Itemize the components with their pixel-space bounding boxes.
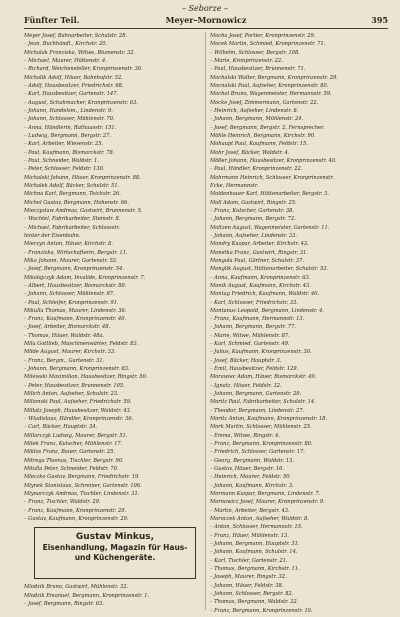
directory-entry: Mocha Josef, Portier, Kronprinzenstr. 29.: [210, 33, 316, 39]
directory-entry: Mieczyslaw Andreas, Gastwirt, Brunnenstr. 5.: [24, 207, 143, 214]
directory-entry: Mleczko Gustav, Bergmann, Friedrichstr. 19.: [24, 474, 140, 481]
directory-entry: Mlynarczyk Andreas, Tischler, Lindenstr. 31.: [24, 491, 140, 498]
directory-entry: – Emil, Hausbesitzer, Feldstr. 129.: [210, 366, 299, 373]
directory-entry: – Ludwig, Bergmann, Bergstr. 27.: [24, 132, 112, 139]
directory-entry: Mila Gottlieb, Maschinenwärter, Feldstr. 83.: [24, 341, 139, 348]
directory-entry: – Heinrich, Aufseher, Lindenstr. 8.: [210, 107, 299, 114]
directory-entry: Mocke Josef, Zimmermann, Gartenstr. 22.: [210, 99, 319, 106]
header-rule: [24, 28, 388, 29]
directory-entry: – Josef, Arbeiter, Bismarckstr. 48.: [24, 324, 111, 331]
directory-entry: – Johann, Bergmann, Kronprinzenstr. 83.: [24, 366, 130, 373]
directory-entry: Mormann Kaspar, Bergmann, Lindenstr. 7.: [210, 491, 321, 498]
directory-entry: Milewski Maximilian, Hausbesitzer, Ringstr. 50.: [24, 374, 148, 381]
directory-entry: Möller Johann, Hausbesitzer, Kronprinzenstr. 40.: [210, 157, 337, 164]
directory-entry: – Johann, Schlosser, Mühlenstr. 70.: [24, 116, 115, 123]
directory-entry: – Joseph, Maurer, Ringstr. 32.: [210, 574, 287, 581]
directory-entry: – Karl, Arbeiter, Wiesenstr. 25.: [24, 141, 104, 148]
directory-entry: – Johann, Kaufmann, Schulstr. 14.: [210, 549, 298, 556]
directory-entry: Mierzyn Anton, Häuer, Kirchstr. 8.: [24, 241, 113, 248]
directory-entry: – Paul, Schleifer, Kronprinzenstr. 91.: [24, 299, 119, 306]
directory-entry: – Julius, Kaufmann, Kronprinzenstr. 30.: [210, 349, 312, 356]
directory-entry: Miklos Franz, Bauer, Gartenstr. 25.: [24, 449, 116, 456]
directory-entry: Mochalski Walter, Bergmann, Kronprinzenstr. 29.: [210, 74, 338, 81]
advertisement-box: [34, 527, 196, 579]
directory-entry: – Peter, Hausbesitzer, Brunnenstr. 105.: [24, 382, 125, 389]
directory-entry: – Friedrich, Schlosser, Gartenstr. 17.: [210, 449, 305, 456]
directory-entry: Mitek Franz, Kutscher, Mühlenstr. 17.: [24, 441, 123, 448]
directory-entry: – Franz, Bergmann, Kronprinzenstr. 10.: [210, 607, 313, 614]
section-label: Fünfter Teil.: [24, 15, 80, 25]
directory-entry: Mlodzik Bruno, Gastwirt, Mühlenstr. 32.: [24, 584, 129, 591]
directory-entry: – Wilhelm, Schlosser, Bergstr. 108.: [210, 49, 300, 56]
directory-entry: – Theodor, Bergmann, Lindenstr. 27.: [210, 407, 305, 414]
directory-entry: Mongola Paul, Gärtner, Schulstr. 37.: [210, 257, 304, 264]
directory-entry: Moldenhauer Karl, Hüttenarbeiter, Bergstr. 3.: [210, 191, 330, 198]
directory-entry: Mochol Bruno, Wagenmeister, Hermannstr. 59.: [210, 91, 332, 98]
directory-entry: – Jean, Buchhändl., Kirchstr. 20.: [24, 41, 108, 48]
advertisement-subtitle: Eisenhandlung, Magazin für Haus- und Küchengeräte.: [42, 543, 188, 563]
directory-entry: Montag Friedrich, Kaufmann, Waldstr. 40.: [210, 291, 320, 298]
name-range: Meyer–Mornowicz: [165, 15, 247, 25]
directory-entry: – Johann, Handelsm., Lindenstr. 9.: [24, 107, 113, 114]
advertisement-title: Gustav Minkus,: [75, 532, 155, 543]
directory-entry: – Emma, Witwe, Ringstr. 4.: [210, 432, 280, 439]
directory-entry: Mocnalski Paul, Aufseher, Kronprinzenstr. 80.: [210, 82, 329, 89]
directory-entry: – Johann, Kaufmann, Kirchstr. 3.: [210, 482, 294, 489]
directory-entry: Ecke, Hermannstr.: [210, 182, 259, 189]
directory-entry: Möhle Heinrich, Bergmann, Kirchstr. 90.: [210, 132, 316, 139]
directory-entry: – Paul, Hausbesitzer, Brunnenstr. 71.: [210, 66, 306, 73]
directory-entry: Moritz Anton, Kaufmann, Kronprinzenstr. 18.: [210, 416, 328, 423]
directory-entry: – Josef, Bergmann, Ringstr. 63.: [24, 601, 104, 608]
directory-entry: Millatz Joseph, Hausbesitzer, Waldstr. 43.: [24, 407, 132, 414]
directory-entry: Mlodzik Emanuel, Bergmann, Kronprinzenstr. 1.: [24, 592, 150, 599]
directory-entry: – Adolf, Hausbesitzer, Friedrichstr. 68.: [24, 82, 124, 89]
directory-entry: – Marie, Kronprinzenstr. 22.: [210, 57, 283, 64]
directory-entry: Moltzen August, Wagenmeister, Gartenstr. 11.: [210, 224, 330, 231]
directory-entry: – August, Schuhmacher, Kronprinzenstr. 63.: [24, 99, 138, 106]
directory-entry: Michalski Johann, Häuer, Kronprinzenstr. 88.: [24, 174, 141, 181]
directory-entry: Meyer Josef, Bahnarbeiter, Schulstr. 28.: [24, 33, 128, 39]
directory-entry: – Ignatz, Häuer, Feldstr. 32.: [210, 382, 282, 389]
directory-entry: Moroczek Anton, Aufseher, Waldstr. 8.: [210, 516, 309, 523]
directory-entry: – Franz, Bergm., Gartenstr. 31.: [24, 357, 105, 364]
directory-entry: – Paul, Schneider, Waldstr. 1.: [24, 157, 99, 164]
directory-entry: – Franz, Bergmann, Kronprinzenstr. 80.: [210, 441, 313, 448]
directory-entry: – Johann, Bergmann, Hauptstr. 31.: [210, 541, 300, 548]
directory-entry: – Thomas, Häuer, Waldstr. 48a.: [24, 332, 105, 339]
directory-entry: Michel Gustav, Bergmann, Hohenstr. 66.: [24, 199, 129, 206]
directory-entry: – Thomas, Bergmann, Kirchstr. 11.: [210, 566, 300, 572]
directory-entry: – Marie, Witwe, Mühlenstr. 87.: [210, 332, 290, 339]
directory-entry: Monglik August, Hüttenarbeiter, Schulstr. 53.: [210, 266, 329, 273]
directory-entry: – Richard, Weichensteller, Kronprinzenstr. 30.: [24, 66, 143, 73]
directory-entry: Milich Anton, Aufseher, Schulstr. 23.: [24, 391, 119, 398]
directory-entry: Mocek Martin, Schmied, Kronprinzenstr. 71.: [210, 41, 326, 48]
directory-entry: Mlynek Stanislaus, Schreiner, Gartenstr. 106.: [24, 482, 142, 489]
directory-entry: – Michael, Maurer, Hüttenstr. 4.: [24, 57, 107, 64]
directory-entry: – Josef, Bergmann, Kronprinzenstr. 54.: [24, 266, 125, 273]
directory-entry: Mika Johann, Maurer, Gartenstr. 52.: [24, 257, 118, 264]
directory-entry: – Franz, Kutscher, Gartenstr. 38.: [210, 207, 295, 214]
directory-entry: – Franziska, Wirtschafterin, Bergstr. 11.: [24, 249, 128, 256]
directory-entry: – Peter, Schlosser, Feldstr. 130.: [24, 166, 105, 173]
directory-entry: – Josef, Bäcker, Hauptstr. 3.: [210, 357, 282, 364]
directory-entry: – Johann, Bergmann, Bergstr. 77.: [210, 324, 296, 331]
directory-entry: – Karl, Schlosser, Friedrichstr. 33.: [210, 299, 298, 306]
directory-entry: – Carl, Bäcker, Hauptstr. 34.: [24, 424, 98, 431]
directory-entry: – Albert, Hausbesitzer, Bismarckstr. 80.: [24, 282, 127, 289]
page-header: [24, 15, 388, 27]
directory-entry: – Anton, Schlosser, Hermannstr. 15.: [210, 524, 303, 531]
directory-entry: – Karl, Tischler, Gartenstr. 21.: [210, 557, 288, 564]
directory-entry: Mitrega Thomas, Tischler, Bergstr. 90.: [24, 457, 124, 464]
directory-entry: – Georg, Bergmann, Waldstr. 13.: [210, 457, 294, 464]
directory-entry: – Johann, Schlosser, Bergstr. 82.: [210, 590, 294, 597]
directory-entry: – Johann, Schlosser, Mühlenstr. 97.: [24, 291, 115, 298]
directory-entry: Michalik Adolf, Häuer, Bahnhofstr. 52.: [24, 74, 123, 81]
directory-entry: – Anna, Kaufmann, Kronprinzenstr. 63.: [210, 274, 311, 281]
directory-entry: – Franz, Tischler, Waldstr. 29.: [24, 499, 101, 506]
directory-entry: Mikulla Thomas, Maurer, Lindenstr. 36.: [24, 307, 127, 314]
directory-entry: Mornowicz Josef, Maurer, Kronprinzenstr. 9.: [210, 499, 325, 506]
directory-entry: – Karl, Hausbesitzer, Gartenstr. 147.: [24, 91, 119, 98]
directory-entry: – Franz, Kaufmann, Kronprinzenstr. 40.: [24, 316, 127, 323]
directory-entry: – Wladislaus, Händler, Kronprinzenstr. 36.: [24, 416, 134, 423]
directory-entry: Mohrmann Heinrich, Schlosser, Kronprinzenstr.: [210, 174, 334, 181]
directory-entry: – Heinrich, Maurer, Feldstr. 50.: [210, 474, 292, 481]
left-column: [24, 32, 202, 608]
directory-entry: Mikolajczyk Adam, Invalide, Kronprinzenstr. 7.: [24, 274, 146, 281]
directory-entry: – Johann, Bergmann, Gartenstr. 20.: [210, 391, 302, 398]
directory-entry: Michalek Adolf, Bäcker, Schulstr. 51.: [24, 182, 120, 189]
directory-entry: hinter der Eisenbahn.: [24, 232, 81, 239]
directory-entry: – Gustav, Kaufmann, Kronprinzenstr. 29.: [24, 516, 129, 523]
directory-entry: – Martin, Arbeiter, Bergstr. 43.: [210, 507, 290, 514]
directory-entry: – Johann, Häuer, Feldstr. 38.: [210, 582, 284, 589]
directory-entry: Milionski Paul, Aufseher, Friedrichstr. 59.: [24, 399, 132, 406]
directory-entry: Mondry Kaspar, Arbeiter, Kirchstr. 43.: [210, 241, 309, 248]
directory-entry: Moll Adam, Gastwirt, Ringstr. 25.: [210, 199, 297, 206]
directory-entry: – Johann, Bergmann, Bergstr. 72.: [210, 216, 296, 223]
directory-entry: – Franz, Kaufmann, Hermannstr. 13.: [210, 316, 305, 323]
directory-entry: Montanus Leopold, Bergmann, Lindenstr. 4.: [210, 307, 324, 314]
directory-entry: Michalak Franziska, Witwe, Blumenstr. 32.: [24, 49, 136, 56]
directory-entry: Moritz Paul, Fabrikarbeiter, Schulstr. 14.: [210, 399, 316, 406]
page-number: 395: [371, 15, 388, 25]
page-top-label: – Seborze –: [181, 4, 228, 13]
directory-entry: – Wachtel, Fabrikarbeiter, Steinstr. 8.: [24, 216, 121, 223]
directory-entry: Michna Karl, Bergmann, Teichstr. 26.: [24, 191, 121, 198]
right-column: [210, 32, 388, 615]
directory-entry: – Gustav, Häuer, Bergstr. 16.: [210, 466, 284, 473]
directory-entry: – Paul, Händler, Kronprinzenstr. 22.: [210, 166, 303, 173]
directory-entry: – Franz, Häuer, Mühlenstr. 13.: [210, 532, 289, 539]
directory-entry: – Johann, Aufseher, Lindenstr. 33.: [210, 232, 297, 239]
directory-entry: Mork Martin, Schlosser, Mühlenstr. 25.: [210, 424, 312, 431]
directory-entry: Mitulla Peter, Schneider, Feldstr. 70.: [24, 466, 119, 473]
directory-entry: Millarczyk Ludwig, Maurer, Bergstr. 51.: [24, 432, 128, 439]
directory-entry: Mohaupt Paul, Kaufmann, Feldstr. 15.: [210, 141, 308, 148]
directory-entry: – Paul, Kaufmann, Bismarckstr. 78.: [24, 149, 115, 156]
directory-entry: – Thomas, Bergmann, Waldstr. 22.: [210, 599, 299, 606]
directory-entry: – Josef, Bergmann, Bergstr. 2, Fernsprecher.: [210, 124, 325, 131]
directory-entry: – Johann, Bergmann, Mühlenstr. 24.: [210, 116, 304, 123]
directory-entry: – Karl, Schmied, Gartenstr. 49.: [210, 341, 290, 348]
directory-entry: – Anna, Händlerin, Rathausstr. 151.: [24, 124, 117, 131]
directory-entry: – Franz, Kaufmann, Kronprinzenstr. 29.: [24, 507, 127, 514]
directory-entry: Mohr Josef, Bäcker, Waldstr. 4.: [210, 149, 290, 156]
directory-entry: – Michael, Fabrikarbeiter, Schlossstr.: [24, 224, 120, 231]
directory-entry: Morawiec Adam, Häuer, Bismarckstr. 49.: [210, 374, 317, 381]
column-divider: [205, 32, 206, 610]
directory-entry: Monik August, Kaufmann, Kirchstr. 43.: [210, 282, 311, 289]
directory-entry: Milde August, Maurer, Kirchstr. 33.: [24, 349, 116, 356]
directory-entry: Monetka Franz, Gastwirt, Ringstr. 31.: [210, 249, 308, 256]
